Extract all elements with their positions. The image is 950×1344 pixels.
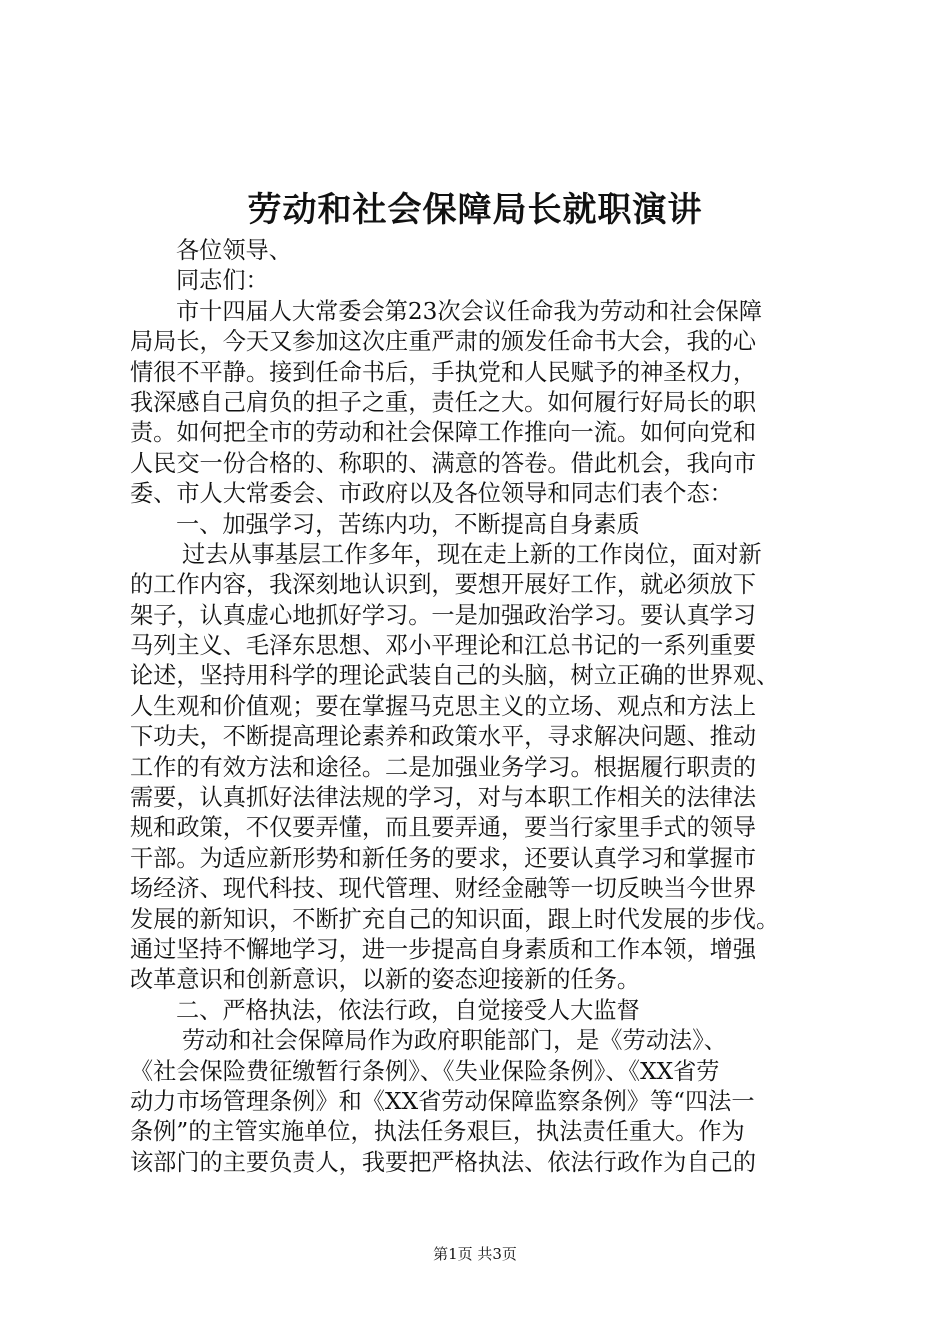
text-line: 场经济、现代科技、现代管理、财经金融等一切反映当今世界 [130,875,757,903]
text-line: 工作的有效方法和途径。二是加强业务学习。根据履行职责的 [130,753,757,781]
text-line: 架子，认真虚心地抓好学习。一是加强政治学习。要认真学习 [130,601,757,629]
text-line: 二、严格执法，依法行政，自觉接受人大监督 [176,996,640,1024]
text-line: 发展的新知识，不断扩充自己的知识面，跟上时代发展的步伐。 [130,905,780,933]
text-line: 人民交一份合格的、称职的、满意的答卷。借此机会，我向市 [130,449,757,477]
text-line: 同志们： [176,267,269,295]
text-line: 的工作内容，我深刻地认识到，要想开展好工作，就必须放下 [130,571,757,599]
text-line: 人生观和价值观；要在掌握马克思主义的立场、观点和方法上 [130,692,757,720]
text-line: 改革意识和创新意识，以新的姿态迎接新的任务。 [130,966,641,994]
text-line: 市十四届人大常委会第23次会议任命我为劳动和社会保障 [176,297,763,325]
text-line: 局局长，今天又参加这次庄重严肃的颁发任命书大会，我的心 [130,328,757,356]
text-line: 下功夫，不断提高理论素养和政策水平，寻求解决问题、推动 [130,723,757,751]
text-line: 一、加强学习，苦练内功，不断提高自身素质 [176,510,640,538]
text-line: 干部。为适应新形势和新任务的要求，还要认真学习和掌握市 [130,844,757,872]
text-line: 论述，坚持用科学的理论武装自己的头脑，树立正确的世界观、 [130,662,780,690]
text-line: 规和政策，不仅要弄懂，而且要弄通，要当行家里手式的领导 [130,814,757,842]
text-line: 《社会保险费征缴暂行条例》、《失业保险条例》、《XX省劳 [130,1057,720,1085]
text-line: 该部门的主要负责人，我要把严格执法、依法行政作为自己的 [130,1148,757,1176]
text-line: 情很不平静。接到任命书后，手执党和人民赋予的神圣权力， [130,358,757,386]
page-footer: 第1页 共3页 [433,1245,517,1263]
text-line: 各位领导、 [176,237,292,264]
text-line: 过去从事基层工作多年，现在走上新的工作岗位，面对新 [182,540,762,568]
document-body [130,236,830,1178]
text-line: 委、市人大常委会、市政府以及各位领导和同志们表个态： [130,480,733,508]
text-line: 我深感自己肩负的担子之重，责任之大。如何履行好局长的职 [130,388,757,416]
text-line: 动力市场管理条例》和《XX省劳动保障监察条例》等“四法一 [130,1087,755,1115]
text-line: 劳动和社会保障局作为政府职能部门，是《劳动法》、 [182,1027,727,1055]
text-line: 马列主义、毛泽东思想、邓小平理论和江总书记的一系列重要 [130,632,757,660]
text-line: 责。如何把全市的劳动和社会保障工作推向一流。如何向党和 [130,419,757,447]
document-title: 劳动和社会保障局长就职演讲 [247,190,703,230]
text-line: 通过坚持不懈地学习，进一步提高自身素质和工作本领，增强 [130,935,757,963]
text-line: 条例”的主管实施单位，执法任务艰巨，执法责任重大。作为 [130,1118,745,1146]
text-line: 需要，认真抓好法律法规的学习，对与本职工作相关的法律法 [130,784,757,812]
